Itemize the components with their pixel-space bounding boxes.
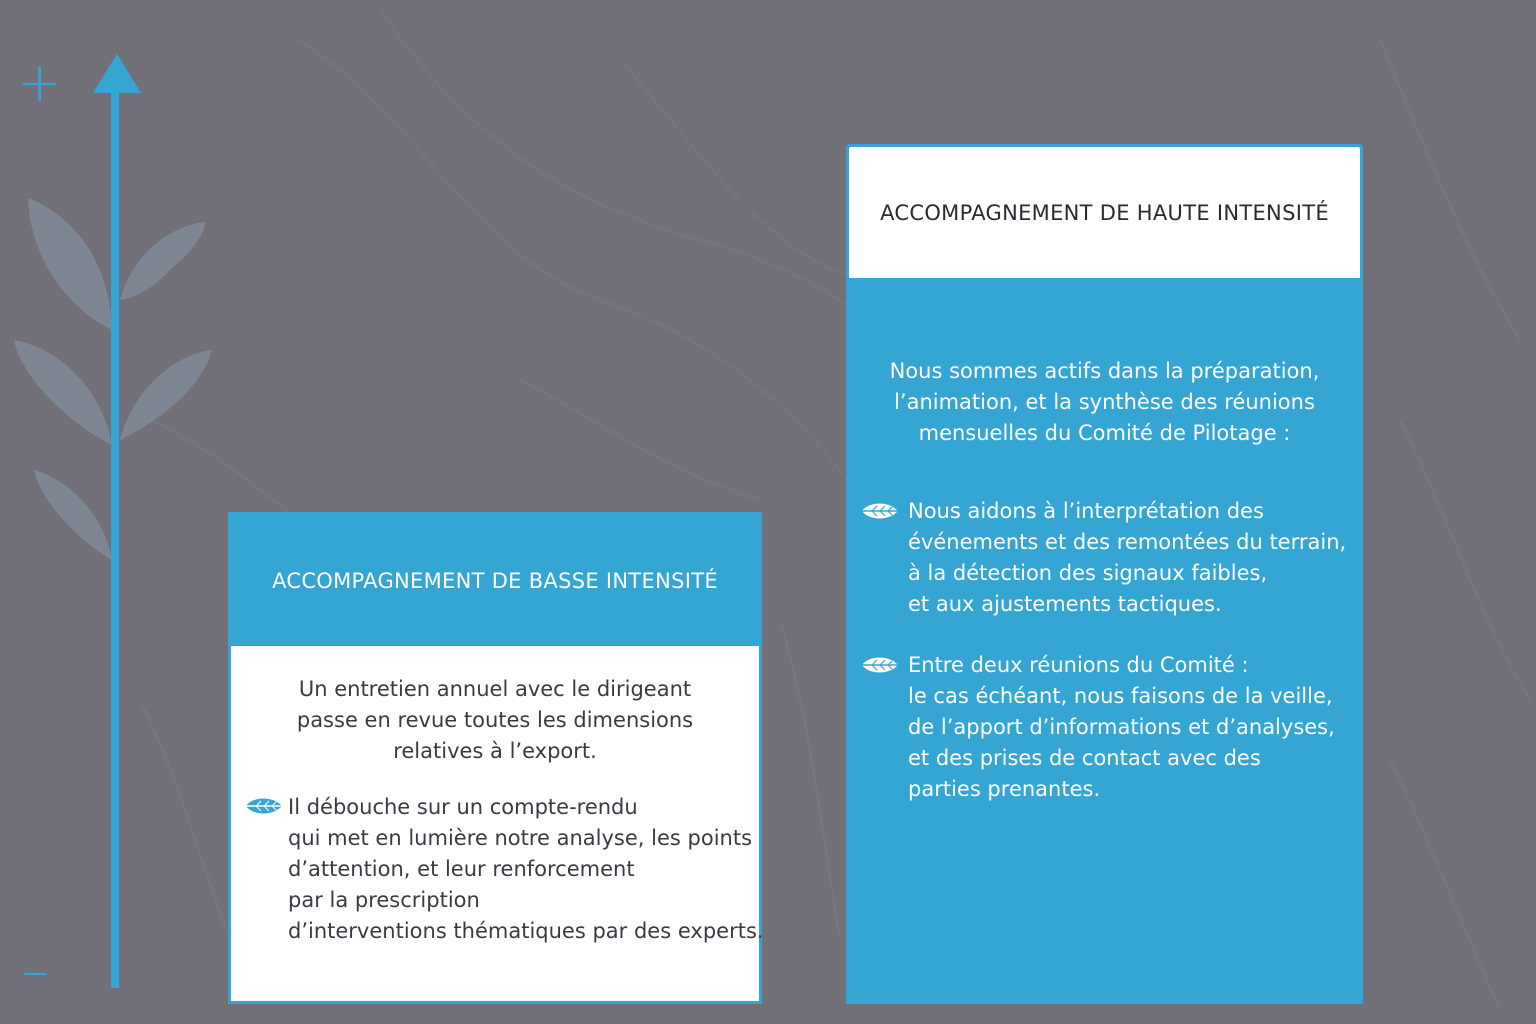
bullet-line: le cas échéant, nous faisons de la veille,	[908, 684, 1333, 708]
card-low-header	[231, 515, 759, 646]
bullet-line: et des prises de contact avec des	[908, 746, 1261, 770]
intensity-axis	[0, 0, 220, 1024]
bullet-line: parties prenantes.	[908, 777, 1101, 801]
card-high-header	[849, 147, 1360, 278]
intro-line: passe en revue toutes les dimensions	[296, 708, 694, 732]
axis-arrowhead	[93, 54, 141, 93]
axis-shaft	[111, 88, 119, 988]
card-high-body	[849, 278, 1360, 805]
bullet-line: par la prescription	[288, 888, 480, 912]
bullet-line: Entre deux réunions du Comité :	[908, 653, 1249, 677]
card-low-intro	[231, 674, 759, 767]
card-low-body	[231, 646, 764, 947]
intro-line: Nous sommes actifs dans la préparation,	[889, 359, 1320, 383]
bullet-line: qui met en lumière notre analyse, les points	[288, 826, 753, 850]
card-high-intro	[849, 356, 1360, 449]
bullet-line: à la détection des signaux faibles,	[908, 561, 1268, 585]
bullet-line: d’attention, et leur renforcement	[288, 857, 635, 881]
card-high-bullet	[849, 496, 1360, 620]
bullet-line: événements et des remontées du terrain,	[908, 530, 1347, 554]
card-low-title: ACCOMPAGNEMENT DE BASSE INTENSITÉ	[272, 568, 718, 593]
bullet-line: et aux ajustements tactiques.	[908, 592, 1222, 616]
intro-line: Un entretien annuel avec le dirigeant	[298, 677, 692, 701]
leaf-icon	[858, 500, 900, 522]
bullet-line: Nous aidons à l’interprétation des	[908, 499, 1264, 523]
card-low-bullet	[231, 792, 764, 947]
leaf-icon	[242, 795, 284, 817]
card-high-title: ACCOMPAGNEMENT DE HAUTE INTENSITÉ	[880, 200, 1329, 225]
bullet-line: d’interventions thématiques par des experts.	[288, 919, 764, 943]
intro-line: relatives à l’export.	[393, 739, 597, 763]
bullet-line: de l’apport d’informations et d’analyses,	[908, 715, 1335, 739]
card-high-bullet	[849, 650, 1360, 805]
intro-line: mensuelles du Comité de Pilotage :	[918, 421, 1291, 445]
intro-line: l’animation, et la synthèse des réunions	[894, 390, 1315, 414]
bullet-line: Il débouche sur un compte-rendu	[288, 795, 638, 819]
card-high-intensity	[846, 144, 1363, 1004]
leaf-icon	[858, 654, 900, 676]
card-low-intensity	[228, 512, 762, 1004]
axis-plus-label: +	[17, 51, 63, 114]
axis-minus-label: –	[22, 939, 49, 1002]
